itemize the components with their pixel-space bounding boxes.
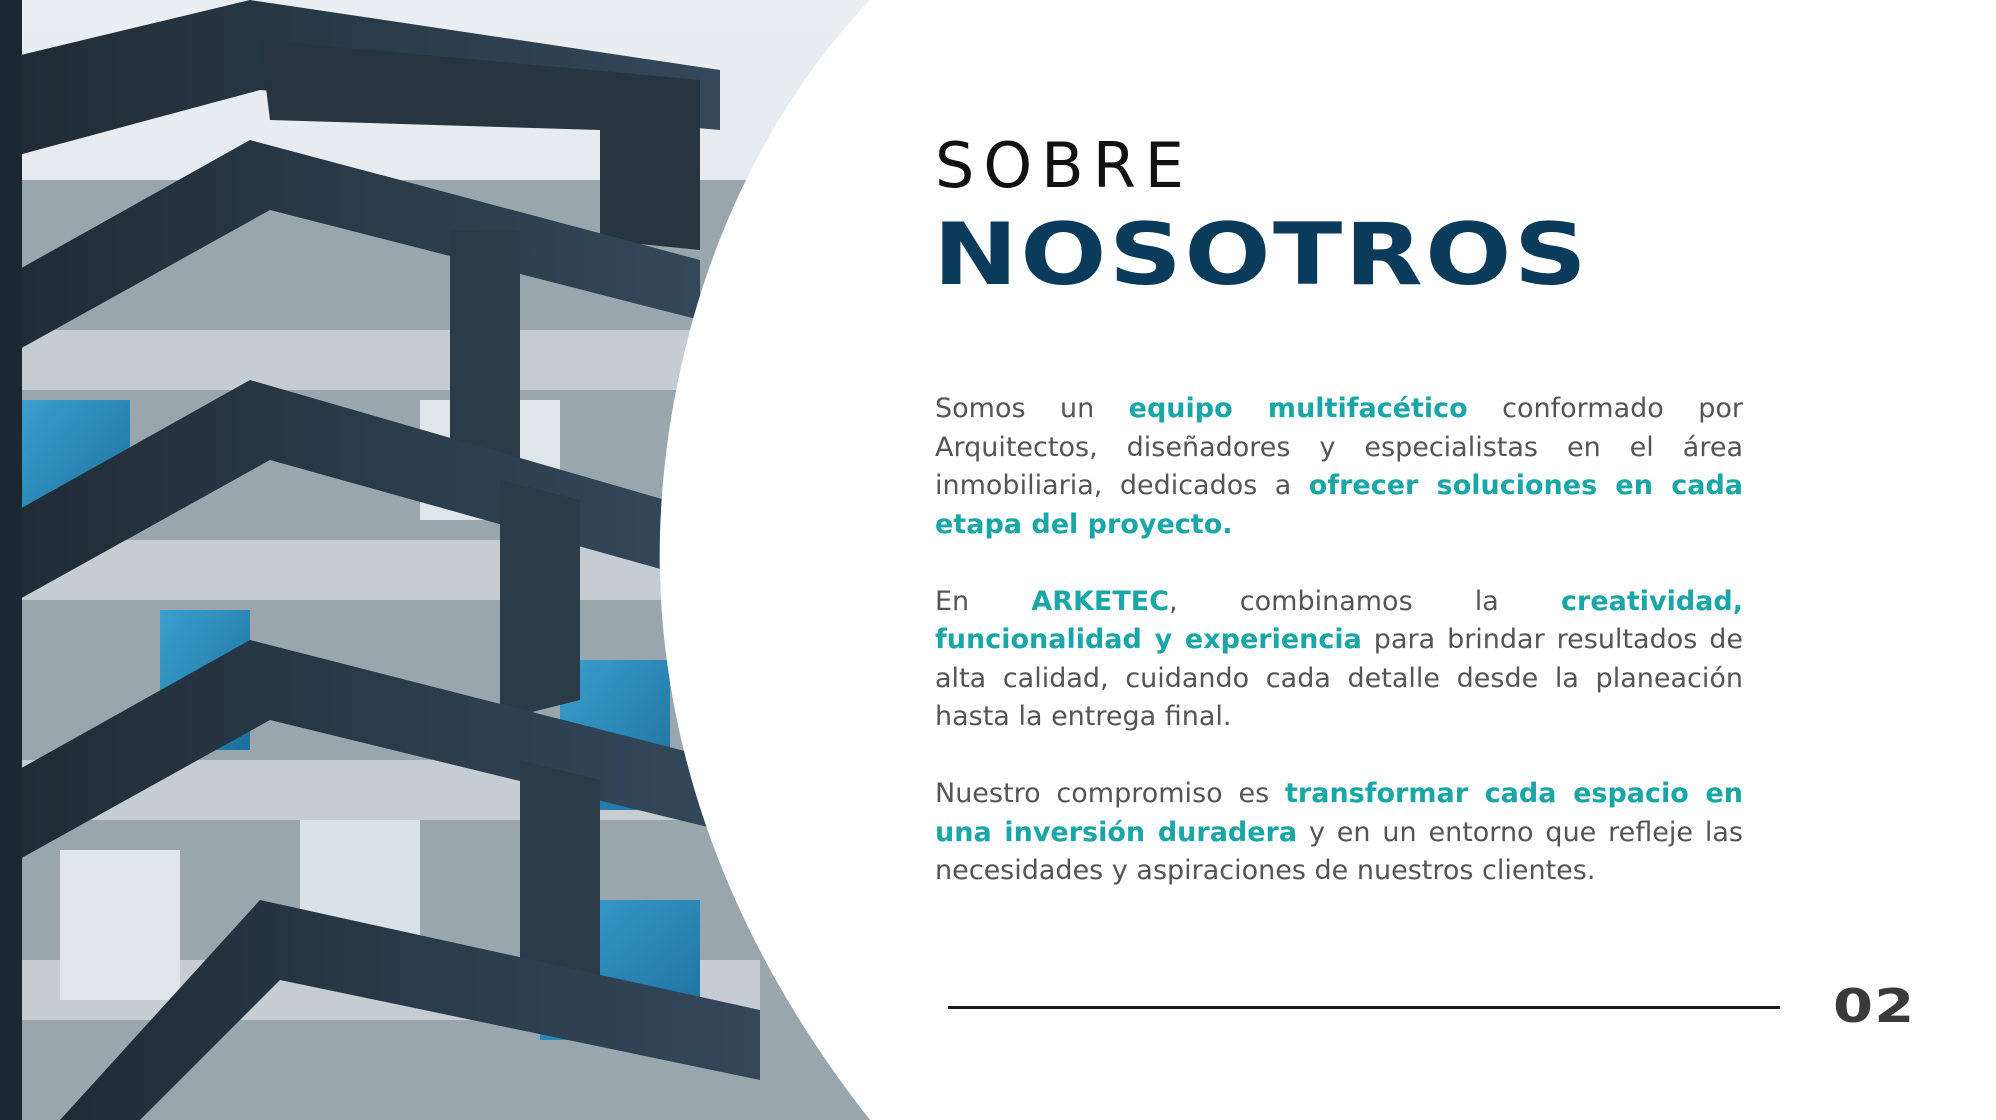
text: Somos un [935, 393, 1129, 424]
paragraph-company [935, 583, 1743, 737]
about-body [935, 390, 1743, 929]
highlight-commitment: transformar cada espacio en una inversión duradera [935, 778, 1744, 848]
paragraph-team [935, 390, 1743, 544]
text: para brindar resultados de alta calidad, cuidando cada detalle desde la planeación hasta la entrega final. [935, 624, 1743, 732]
heading-sobre: SOBRE [935, 129, 1193, 202]
footer-divider [948, 1006, 1780, 1009]
text: Nuestro compromiso es [935, 778, 1285, 809]
text: En [935, 585, 1032, 617]
building-photo [0, 0, 900, 1120]
highlight-values: creatividad, funcionalidad y experiencia [935, 585, 1743, 655]
text: , combinamos la [1169, 585, 1561, 617]
page-number: 02 [1833, 979, 1916, 1033]
text: y en un entorno que refleje las necesidades y aspiraciones de nuestros clientes. [935, 816, 1743, 886]
highlight-brand: ARKETEC [1031, 585, 1170, 617]
highlight-team: equipo multifacético [1128, 393, 1468, 424]
heading-nosotros: NOSOTROS [933, 205, 1590, 305]
text: conformado por Arquitectos, diseñadores y especialistas en el área inmobiliaria, dedicados a [935, 393, 1743, 501]
paragraph-commitment [935, 775, 1743, 891]
highlight-solutions: ofrecer soluciones en cada etapa del proyecto. [935, 470, 1744, 540]
